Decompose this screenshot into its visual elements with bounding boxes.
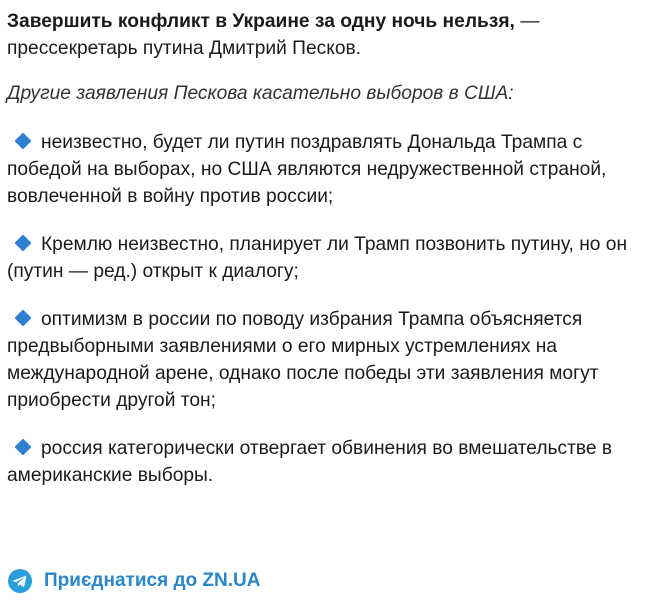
blue-diamond-icon [15, 235, 32, 252]
headline-bold-text: Завершить конфликт в Украине за одну ночь нельзя, [7, 11, 515, 32]
join-channel-link[interactable] [8, 568, 260, 594]
list-item-text: неизвестно, будет ли путин поздравлять Дональда Трампа с победой на выборах, но США являются недружественной страной, вовлеченной в войну против россии; [7, 132, 607, 207]
telegram-icon [8, 569, 32, 593]
list-item [7, 231, 646, 285]
list-item [7, 129, 646, 210]
join-channel-label: Приєднатися до ZN.UA [44, 570, 261, 591]
list-item-text: Кремлю неизвестно, планирует ли Трамп позвонить путину, но он (путин — ред.) открыт к диалогу; [7, 234, 628, 282]
blue-diamond-icon [15, 133, 32, 150]
list-item [7, 306, 646, 414]
blue-diamond-icon [15, 310, 32, 327]
blue-diamond-icon [15, 439, 32, 456]
headline-attribution: — прессекретарь путина Дмитрий Песков. [7, 11, 540, 59]
list-item [7, 435, 646, 489]
list-item-text: оптимизм в россии по поводу избрания Трампа объясняется предвыборными заявлениями о его мирных устремлениях на международной арене, однако после победы эти заявления могут приобрести другой тон; [7, 309, 599, 411]
list-item-text: россия категорически отвергает обвинения во вмешательстве в американские выборы. [7, 438, 613, 486]
post-headline [7, 8, 646, 62]
post-subheading: Другие заявления Пескова касательно выборов в США: [7, 83, 514, 104]
statement-list [7, 129, 646, 489]
